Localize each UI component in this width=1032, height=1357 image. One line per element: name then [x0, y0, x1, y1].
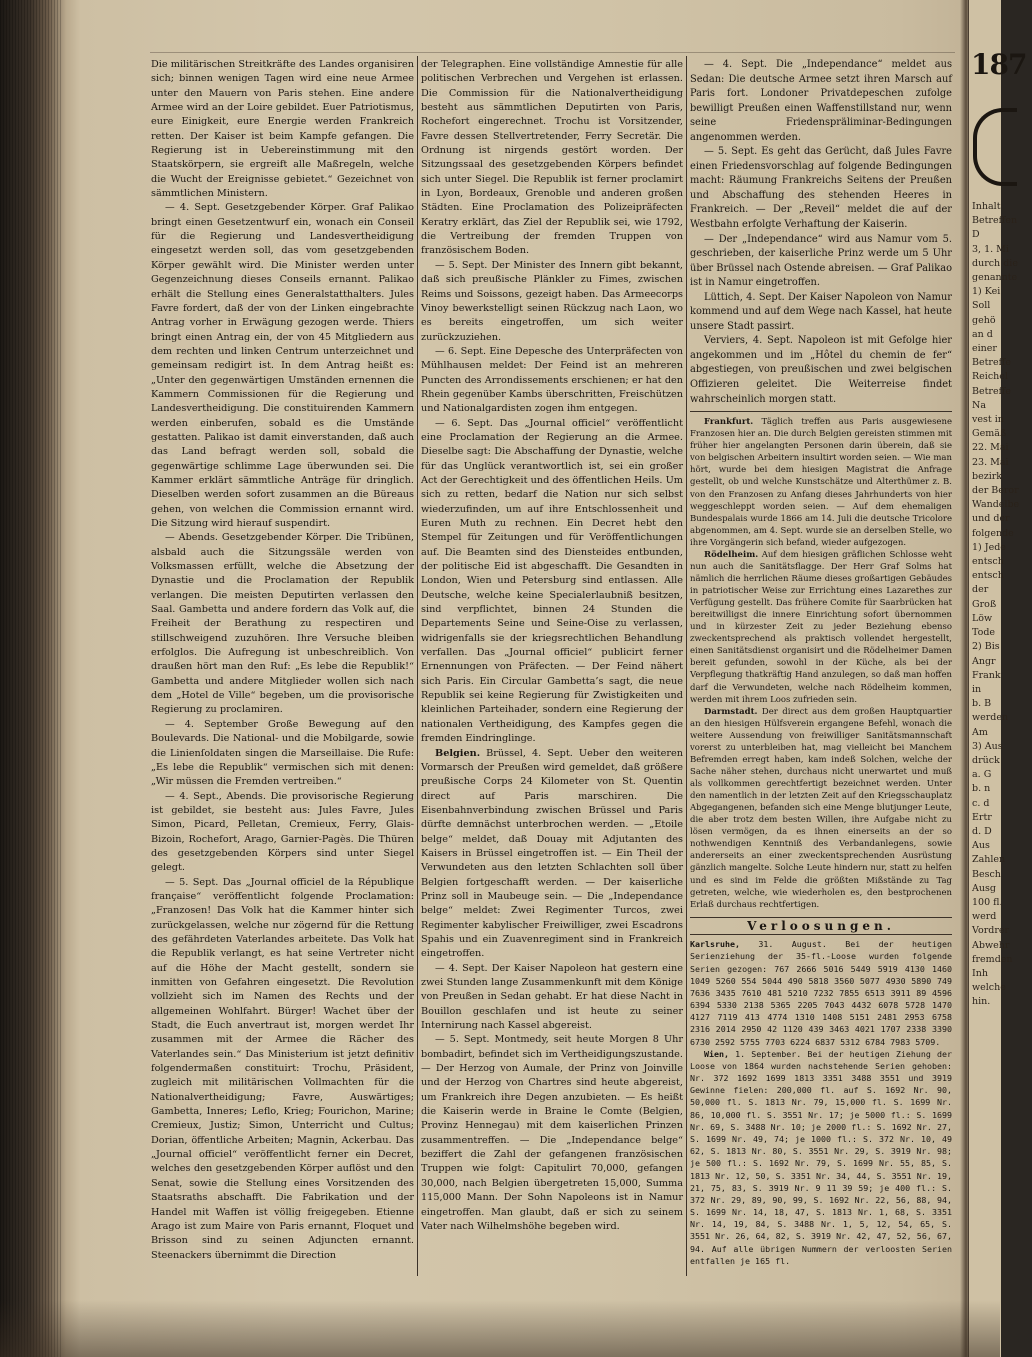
adjacent-page-fragment: 22. Mai [972, 442, 1009, 454]
article-heading: Belgien. [435, 747, 481, 759]
article-text: Brüssel, 4. Sept. Ueber den weiteren Vormarsch der Preußen wird gemeldet, daß größere preußische Corps 24 Kilometer von St. Quentin direct auf Paris marschiren. Die Eisenbahnverbindung zwischen Brüssel und Paris dürfte demnächst unterbrochen werden. — „Etoile belge“ meldet, daß Douay mit Adjutanten des Kaisers in Brüssel eingetroffen ist. — Ein Theil der Verwundeten aus den letzten Schlachten soll über Belgien fortgeschafft werden. — Der kaiserliche Prinz soll in Maubeuge sein. — Die „Independance belge“ meldet: Zwei Regimenter Turcos, zwei Regimenter kabylischer Freiwilliger, zwei Escadrons Spahis und ein Zuavenregiment sind in Frankreich eingetroffen. [421, 747, 683, 960]
adjacent-page-fragment: einer [972, 343, 997, 355]
column-2 [421, 58, 683, 1276]
adjacent-page-fragment: c. d [972, 797, 990, 809]
adjacent-page-fragment: Aus [972, 840, 990, 852]
adjacent-page-fragment: in [972, 683, 982, 695]
adjacent-page-fragment: an d [972, 328, 993, 340]
adjacent-page-fragment: Frank [972, 669, 1001, 681]
article-text: — 4. Sept. Gesetzgebender Körper. Graf Palikao bringt einen Gesetzentwurf ein, wonach ein Conseil für die Regierung und Landesvertheidigung eingesetzt werden soll, das vom gesetzgebenden Körper gewählt wird. Die Minister werden unter Gegenzeichnung dieses Conseils ernannt. Palikao erhält die Stellung eines Generalstatthalters. Jules Favre fordert, daß der von der Linken eingebrachte Antrag vorher in Erwägung gezogen werde. Thiers bringt einen Antrag ein, der von 45 Mitgliedern aus dem rechten und linken Centrum unterzeichnet und gemeinsam redigirt ist. In dem Antrag heißt es: „Unter den gegenwärtigen Umständen ernennen die Kammern Commissionen für die Regierung und Landesvertheidigung. Die constituirenden Kammern werden einberufen, sobald es die Umstände gestatten. Palikao ist damit einverstanden, daß auch das Land befragt werden soll, sobald die gegenwärtige schlimme Lage überwunden sei. Die Kammer erklärt sämmtliche Anträge für dringlich. Dieselben werden sofort zusammen an die Büreaus gehen, von welchen die Commission ernannt wird. Die Sitzung wird hierauf suspendirt. [151, 202, 414, 529]
column-3-local-news [690, 416, 952, 911]
column-rule-1 [417, 56, 418, 1276]
adjacent-page-fragment: 1) Kei [972, 286, 1001, 298]
article-paragraph [690, 549, 952, 706]
adjacent-page-fragment: a. G [972, 769, 992, 781]
adjacent-page-fragment: der [972, 584, 989, 596]
top-margin-line [150, 52, 955, 53]
adjacent-page-fragment: folgende [972, 527, 1014, 539]
article-paragraph [690, 291, 952, 335]
article-text: — 6. Sept. Eine Depesche des Unterpräfecten von Mühlhausen meldet: Der Feind ist an mehreren Puncten des Arrondissements erschienen; er hat den Rhein gegenüber Kambs überschritten, Freischützen und Nationalgardisten zogen ihm entgegen. [421, 345, 683, 415]
adjacent-page-fragment: Am [972, 726, 988, 738]
article-text: Der direct aus dem großen Hauptquartier an den hiesigen Hülfsverein ergangene Befehl, wonach die weitere Aussendung von freiwilliger Sanitätsmannschaft vorerst zu unterbleiben hat, mag vielleicht bei Manchem Befremden erregt haben, kam indeß Solchen, welche der Sache näher stehen, durchaus nicht unerwartet und muß als vollkommen gerechtfertigt bezeichnet werden. Unter den namentlich in der letzten Zeit auf den Kriegsschauplatz Abgegangenen, befanden sich eine Menge blutjunger Leute, die aber trotz dem besten Willen, ihre Aufgabe nicht zu lösen vermögen, da es ihnen einerseits an der so nothwendigen Kenntniß des Verbandanlegens, sowie andererseits an einer zweckentsprechenden Ausrüstung gänzlich mangelte. Solche Leute hindern nur, statt zu helfen und es sind im Felde die größten Mißstände zu Tag getreten, welche, wie wiederholen es, den bestprochenen Erlaß durchaus rechtfertigen. [690, 706, 952, 910]
adjacent-page-fragment: Betreffen [972, 215, 1018, 227]
adjacent-page-fragment: und der [972, 513, 1010, 525]
adjacent-page-fragment: b. B [972, 698, 992, 710]
adjacent-page-fragments [972, 200, 1032, 1010]
article-paragraph [690, 58, 952, 145]
article-paragraph [421, 747, 683, 962]
adjacent-page-fragment: gehö [972, 314, 996, 326]
wien-heading: Wien, [704, 1048, 730, 1059]
adjacent-page-fragment: Gemäß [972, 428, 1007, 440]
article-text: — 4. Sept. Die „Independance“ meldet aus Sedan: Die deutsche Armee setzt ihren Marsch auf Paris fort. Londoner Privatdepeschen zufolge bewilligt Preußen einen Waffenstillstand nur, wenn seine Friedenspräliminar-Bedingungen angenommen werden. [690, 59, 952, 143]
adjacent-page-fragment: werden [972, 712, 1009, 724]
adjacent-page-fragment: drück [972, 754, 1000, 766]
article-text: — 5. Sept. Der Minister des Innern gibt bekannt, daß sich preußische Plänkler zu Fimes, zwischen Reims und Soissons, gezeigt haben. Das Armeecorps Vinoy bewerkstelligt seinen Rückzug nach Laon, wo es bereits eingetroffen, um sich weiter zurückzuziehen. [421, 259, 683, 343]
adjacent-page-fragment: Ausg [972, 882, 996, 894]
article-paragraph [151, 531, 414, 717]
adjacent-page-fragment: Angr [972, 655, 996, 667]
adjacent-page-fragment: Löw [972, 612, 993, 624]
article-paragraph [421, 58, 683, 259]
article-paragraph [421, 345, 683, 417]
article-paragraph [151, 718, 414, 790]
adjacent-page-fragment: entsch [972, 556, 1004, 568]
adjacent-page-fragment: 1) Jede [972, 541, 1006, 553]
article-paragraph [690, 416, 952, 549]
adjacent-page-fragment: Na [972, 399, 986, 411]
article-text: — 5. Sept. Montmedy, seit heute Morgen 8 Uhr bombadirt, befindet sich im Vertheidigungszustande. — Der Herzog von Aumale, der Prinz von Joinville und der Herzog von Chartres sind heute abgereist, um Frankreich ihre Degen anzubieten. — Es heißt die Kaiserin werde in Braine le Comte (Belgien, Provinz Hennegau) mit dem kaiserlichen Prinzen zusammentreffen. — Die „Independance belge“ beziffert die Zahl der gefangenen französischen Truppen wie folgt: Capitulirt 70,000, gefangen 30,000, nach Belgien übergetreten 15,000, Summa 115,000 Mann. Der Sohn Napoleons ist in Namur eingetroffen. Man glaubt, daß er sich zu seinem Vater nach Wilhelmshöhe begeben wird. [421, 1034, 683, 1232]
adjacent-page-fragment: welche [972, 982, 1006, 994]
column-3 [690, 58, 952, 1276]
adjacent-page-fragment: 3, 1. Mi [972, 243, 1009, 255]
adjacent-page-fragment: 23. Mai [972, 456, 1009, 468]
adjacent-page-fragment: b. n [972, 783, 991, 795]
article-text: Täglich treffen aus Paris ausgewiesene Franzosen hier an. Die durch Belgien gereisten stimmen mit früher hier angelangten Personen darin überein, daß sie von belgischen Arbeitern insultirt worden seien. — Wie man hört, wurde bei dem hiesigen Magistrat die Anfrage gestellt, ob und welche Kunstschätze und Alterthümer z. B. von den Franzosen zu Anfang dieses Jahrhunderts von hier weggeschleppt worden seien. — Auf dem ehemaligen Bundespalais wurde 1866 am 14. Juli die deutsche Tricolore abgenommen, am 4. Sept. wurde sie an derselben Stelle, wo ihre Vorgängerin sich befand, wieder aufgezogen. [690, 417, 952, 548]
article-text: der Telegraphen. Eine vollständige Amnestie für alle politischen Verbrechen und Vergehen ist erlassen. Die Commission für die Nationalvertheidigung besteht aus sämmtlichen Deputirten von Paris, Rochefort eingerechnet. Trochu ist Vorsitzender, Favre dessen Stellvertretender, Ferry Secretär. Die Ordnung ist nirgends gestört worden. Der Sitzungssaal des gesetzgebenden Körpers befindet sich unter Siegel. Die Republik ist ferner proclamirt in Lyon, Bordeaux, Grenoble und anderen großen Städten. Eine Proclamation des Polizeipräfecten Keratry erklärt, das Ziel der Republik sei, wie 1792, die Vertreibung der fremden Truppen von französischem Boden. [421, 59, 683, 257]
article-paragraph [421, 417, 683, 747]
adjacent-page-fragment: der Beror [972, 485, 1019, 497]
adjacent-page-fragment: Vordrer [972, 925, 1010, 937]
article-text: — 5. Sept. Das „Journal officiel de la République française“ veröffentlicht folgende Proclamation: „Franzosen! Das Volk hat die Kammer hinter sich zurückgelassen, welche nur zögernd für die Rettung des gefährdeten Vaterlandes arbeitete. Das Volk hat die Republik verlangt, es hat seine Vertreter nicht auf die Höhe der Macht gestellt, sondern sie inmitten von Gefahren eingesetzt. Die Revolution vollzieht sich im Namen des Rechts und der allgemeinen Wohlfahrt. Bürger! Wachet über der Stadt, die Euch anvertraut ist, morgen werdet Ihr zusammen mit der Armee die Rächer des Vaterlandes sein.“ Das Ministerium ist jetzt definitiv folgendermaßen constituirt: Trochu, Präsident, zugleich mit militärischen Vollmachten für die Nationalvertheidigung; Favre, Auswärtiges; Gambetta, Inneres; Leflo, Krieg; Fourichon, Marine; Cremieux, Justiz; Simon, Unterricht und Cultus; Dorian, öffentliche Arbeiten; Magnin, Ackerbau. Das „Journal officiel“ veröffentlicht ferner ein Decret, welches den gesetzgebenden Körper auflöst und den Senat, sowie die Stellung eines Vorsitzenden des Staatsraths abschafft. Die Fabrikation und der Handel mit Waffen ist völlig freigegeben. Etienne Arago ist zum Maire von Paris ernannt, Floquet und Brisson sind zu seinen Adjuncten ernannt. Steenackers übernimmt die Direction [151, 876, 414, 1261]
adjacent-page-year: 187 [971, 48, 1027, 81]
article-heading: Rödelheim. [704, 549, 759, 560]
adjacent-page-initial [973, 108, 1017, 186]
adjacent-page-fragment: Reichel [972, 371, 1008, 383]
adjacent-page-fragment: 100 fl. [972, 896, 1003, 908]
adjacent-page-fragment: Inhalt [972, 201, 1001, 212]
article-text: Verviers, 4. Sept. Napoleon ist mit Gefolge hier angekommen und im „Hôtel du chemin de fer“ abgestiegen, von preußischen und zwei belgischen Offizieren geleitet. Die Weiterreise findet wahrscheinlich morgen statt. [690, 335, 952, 405]
adjacent-page-fragment: d. D [972, 825, 992, 837]
adjacent-page-fragment: Betreffe [972, 357, 1011, 369]
adjacent-page-fragment: durch die [972, 257, 1018, 269]
article-text: — Der „Independance“ wird aus Namur vom 5. geschrieben, der kaiserliche Prinz werde um 5 Uhr über Brüssel nach Ostende abreisen. — Graf Palikao ist in Namur eingetroffen. [690, 233, 952, 289]
adjacent-page-fragment: 2) Bis [972, 641, 1000, 653]
wien-text: 1. September. Bei der heutigen Ziehung der Loose von 1864 wurden nachstehende Serien gehoben: Nr. 372 1692 1699 1813 3351 3488 3551 und 3919 Gewinne fielen: 200,000 fl. auf S. 1692 Nr. 90, 50,000 fl. S. 1813 Nr. 79, 15,000 fl. S. 1699 Nr. 86, 10,000 fl. S. 3551 Nr. 17; je 5000 fl.: S. 1699 Nr. 69, S. 3488 Nr. 10; je 2000 fl.: S. 1692 Nr. 27, S. 1699 Nr. 49, 74; je 1000 fl.: S. 372 Nr. 10, 49 62, S. 1813 Nr. 80, S. 3551 Nr. 29, S. 3919 Nr. 98; je 500 fl.: S. 1692 Nr. 79, S. 1699 Nr. 55, 85, S. 1813 Nr. 12, 50, S. 3351 Nr. 34, 44, S. 3551 Nr. 19, 21, 75, 83, S. 3919 Nr. 9 11 39 59; je 400 fl.: S. 372 Nr. 29, 89, 90, 99, S. 1692 Nr. 22, 56, 88, 94, S. 1699 Nr. 14, 18, 47, S. 1813 Nr. 1, 68, S. 3351 Nr. 14, 19, 84, S. 3488 Nr. 1, 5, 12, 54, 65, S. 3551 Nr. 26, 64, 82, S. 3919 Nr. 42, 47, 52, 56, 67, 94. Auf alle übrigen Nummern der verloosten Serien entfallen je 165 fl. [690, 1048, 952, 1266]
karlsruhe-lottery [690, 938, 952, 1048]
column-3-news [690, 58, 952, 407]
article-paragraph [151, 58, 414, 201]
page-bottom-shadow [0, 1300, 1000, 1357]
article-heading: Darmstadt. [704, 706, 758, 717]
adjacent-page-fragment: fremden [972, 953, 1013, 965]
adjacent-page-fragment: Betreffe [972, 385, 1011, 397]
karlsruhe-heading: Karlsruhe, [690, 939, 741, 950]
adjacent-page-fragment: Abwehr [972, 939, 1010, 951]
adjacent-page-fragment: Besch [972, 868, 1001, 880]
adjacent-page-fragment: Ertr [972, 811, 992, 823]
adjacent-page-fragment: genannte [972, 272, 1018, 284]
adjacent-page-fragment: D [972, 229, 980, 241]
adjacent-page-fragment: entsch [972, 570, 1004, 582]
adjacent-page-fragment: Zahlen [972, 854, 1006, 866]
adjacent-page-fragment: 3) Aus [972, 740, 1003, 752]
article-text: — 4. Sept., Abends. Die provisorische Regierung ist gebildet, sie besteht aus: Jules Favre, Jules Simon, Picard, Pelletan, Cremieux, Ferry, Glais-Bizoin, Rochefort, Arago, Garnier-Pagès. Die Thüren des gesetzgebenden Körpers sind unter Siegel gelegt. [151, 790, 414, 874]
adjacent-page-fragment: Tode [972, 627, 996, 639]
adjacent-page-fragment: Groß [972, 598, 997, 610]
verloosungen-title: Verloosungen. [690, 917, 952, 936]
article-text: — 5. Sept. Es geht das Gerücht, daß Jules Favre einen Friedensvorschlag auf folgende Bedingungen macht: Räumung Frankreichs Seitens der Preußen und Abschaffung des stehenden Heeres in Frankreich. — Der „Reveil“ meldet die auf der Westbahn erfolgte Verhaftung der Kaiserin. [690, 146, 952, 231]
adjacent-page-fragment: Soll [972, 300, 991, 312]
wien-lottery [690, 1048, 952, 1267]
article-text: — 4. September Große Bewegung auf den Boulevards. Die National- und die Mobilgarde, sowie die Linienſoldaten singen die Marseillaise. Die Rufe: „Es lebe die Republik“ vermischen sich mit denen: „Wir müssen die Fremden vertreiben.“ [151, 718, 414, 788]
article-paragraph [690, 145, 952, 232]
adjacent-page-strip [968, 0, 1027, 1357]
column-rule-2 [686, 56, 687, 1276]
article-paragraph [690, 334, 952, 407]
article-paragraph [151, 790, 414, 876]
section-separator [690, 411, 952, 412]
adjacent-page-fragment: werd [972, 911, 997, 923]
book-spine [0, 0, 62, 1357]
article-paragraph [421, 259, 683, 345]
column-1 [151, 58, 414, 1276]
adjacent-page-fragment: hin. [972, 996, 991, 1008]
karlsruhe-text: 31. August. Bei der heutigen Serienziehung der 35-fl.-Loose wurden folgende Serien gezogen: 767 2666 5016 5449 5919 4130 1460 1049 5260 554 5044 490 5818 3560 5077 4930 5890 749 7636 3435 7610 481 5210 7232 7855 6513 3911 89 4596 6394 5330 2138 5365 2205 7043 4432 6078 5728 1470 4127 7119 413 4774 1310 1408 5151 2481 2953 6758 2316 2014 2950 42 1120 439 3463 4021 1707 2338 3390 6730 2592 5755 7703 6224 6837 5312 6784 7983 5709. [690, 939, 952, 1047]
article-paragraph [421, 1033, 683, 1234]
article-text: — 6. Sept. Das „Journal officiel“ veröffentlicht eine Proclamation der Regierung an die Armee. Dieselbe sagt: Die Abschaffung der Dynastie, welche für das Unglück verantwortlich ist, sei ein großer Act der Gerechtigkeit und des öffentlichen Heils. Um sich zu retten, bedarf die Nation nur sich selbst wiederzufinden, um auf ihre Entschlossenheit und Euren Muth zu rechnen. Ein Decret hebt den Stempel für Zeitungen und für Veröffentlichungen auf. Die Beamten sind des Diensteides entbunden, der politische Eid ist abgeschafft. Die Gesandten in London, Wien und Petersburg sind entlassen. Alle Deutsche, welche keine Specialerlaubniß besitzen, sind verpflichtet, binnen 24 Stunden die Departements Seine und Seine-Oise zu verlassen, widrigenfalls sie der kriegsrechtlichen Behandlung verfallen. Das „Journal officiel“ publicirt ferner Ernennungen von Präfecten. — Der Feind nähert sich Paris. Ein Circular Gambetta’s sagt, die neue Republik sei keine Regierung für Zwistigkeiten und kleinlichen Parteihader, sondern eine Regierung der nationalen Vertheidigung, des Kampfes gegen die fremden Eindringlinge. [421, 417, 683, 745]
article-text: Die militärischen Streitkräfte des Landes organisiren sich; binnen wenigen Tagen wird eine neue Armee unter den Mauern von Paris stehen. Eine andere Armee wird an der Loire gebildet. Euer Patriotismus, eure Einigkeit, eure Energie werden Frankreich retten. Der Kaiser ist beim Kampfe gefangen. Die Regierung ist in Uebereinstimmung mit den Staatskörpern, sie ergreift alle Maßregeln, welche die Wucht der Ereignisse gebietet.“ Gezeichnet von sämmtlichen Ministern. [151, 59, 414, 200]
article-text: — 4. Sept. Der Kaiser Napoleon hat gestern eine zwei Stunden lange Zusammenkunft mit dem Könige von Preußen in Sedan gehabt. Er hat diese Nacht in Bouillon geschlafen und ist heute zu seiner Internirung nach Kassel abgereist. [421, 962, 683, 1032]
article-paragraph [151, 876, 414, 1263]
article-text: Lüttich, 4. Sept. Der Kaiser Napoleon von Namur kommend und auf dem Wege nach Kassel, hat heute unsere Stadt passirt. [690, 291, 952, 332]
article-paragraph [421, 962, 683, 1034]
adjacent-page-fragment: Wandelbe [972, 499, 1020, 511]
adjacent-page-fragment: bezirk [972, 470, 1003, 482]
article-paragraph [690, 706, 952, 911]
article-heading: Frankfurt. [704, 417, 754, 428]
article-text: — Abends. Gesetzgebender Körper. Die Tribünen, alsbald auch die Sitzungssäle werden von Volksmassen erfüllt, welche die Absetzung der Dynastie und die Proclamation der Republik verlangen. Die meisten Deputirten verlassen den Saal. Gambetta und andere fordern das Volk auf, die Freiheit der Berathung zu respectiren und stillschweigend zuzuhören. Ihre Versuche bleiben erfolglos. Die Aufregung ist unbeschreiblich. Von draußen hört man den Ruf: „Es lebe die Republik!“ Gambetta und andere Mitglieder wollen sich nach dem „Hotel de Ville“ begeben, um die provisorische Regierung zu proclamiren. [151, 532, 414, 716]
adjacent-page-fragment: vest in [972, 414, 1004, 426]
article-text: Auf dem hiesigen gräflichen Schlosse weht nun auch die Sanitätsflagge. Der Herr Graf Solms hat nämlich die herrlichen Räume dieses großartigen Gebäudes in patriotischer Weise zur Errichtung eines Lazarethes zur Verfügung gestellt. Das frühere Comite für Saarbrücken hat bereitwilligst die innere Einrichtung sofort übernommen und in kürzester Zeit zu jeder Beziehung ebenso zweckentsprechend als praktisch vollendet hergestellt, einen Sanitätsdienst organisirt und die Rödelheimer Damen bereit gefunden, sowohl in der Küche, als bei der Verpflegung thatkräftig Hand anzulegen, so daß man hoffen darf die Verwundeten, welche nach Rödelheim kommen, werden mit ihrem Loos zufrieden sein. [690, 549, 952, 705]
article-paragraph [151, 201, 414, 531]
article-paragraph [690, 233, 952, 291]
adjacent-page-fragment: Inh [972, 967, 988, 979]
